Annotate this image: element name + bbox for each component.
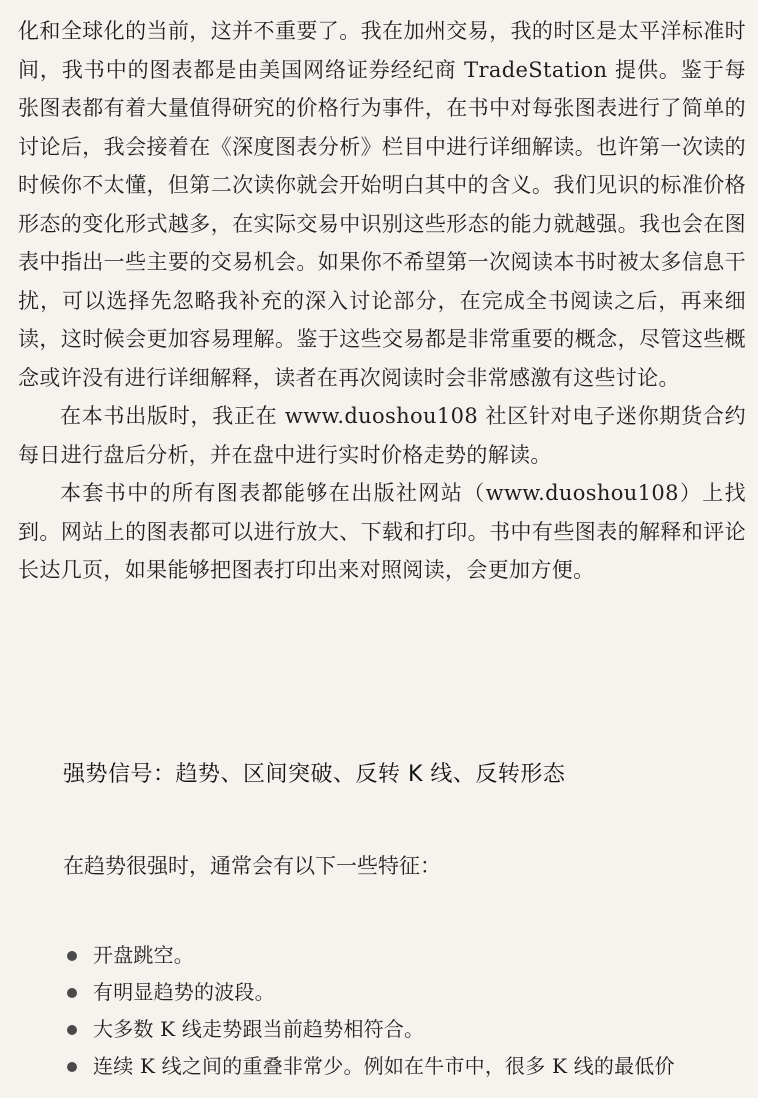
bullet-icon [67, 1062, 77, 1072]
section-title: 强势信号：趋势、区间突破、反转 K 线、反转形态 [63, 762, 566, 787]
bullet-icon [67, 988, 77, 998]
list-item-text: 开盘跳空。 [93, 943, 194, 967]
page-body [18, 12, 746, 590]
paragraph-3: 本套书中的所有图表都能够在出版社网站（www.duoshou108）上找到。网站上的图表都可以进行放大、下载和打印。书中有些图表的解释和评论长达几页，如果能够把图表打印出来对照阅读，会更加方便。 [18, 481, 746, 582]
section-intro: 在趋势很强时，通常会有以下一些特征： [63, 854, 441, 878]
list-item-text: 有明显趋势的波段。 [93, 980, 275, 1004]
paragraph-2: 在本书出版时，我正在 www.duoshou108 社区针对电子迷你期货合约每日进行盘后分析，并在盘中进行实时价格走势的解读。 [18, 404, 746, 467]
list-item-text: 大多数 K 线走势跟当前趋势相符合。 [93, 1017, 425, 1041]
list-item [63, 1011, 753, 1048]
body-text [18, 12, 746, 590]
feature-list [63, 937, 753, 1085]
list-item [63, 1048, 753, 1085]
bullet-icon [67, 1025, 77, 1035]
paragraph-1: 化和全球化的当前，这并不重要了。我在加州交易，我的时区是太平洋标准时间，我书中的图表都是由美国网络证券经纪商 TradeStation 提供。鉴于每张图表都有着大量值得研究的价格行为事件，在书中对每张图表进行了简单的讨论后，我会接着在《深度图表分析》栏目中进行详细解读。也许第一次读的时候你不太懂，但第二次读你就会开始明白其中的含义。我们见识的标准价格形态的变化形式越多，在实际交易中识别这些形态的能力就越强。我也会在图表中指出一些主要的交易机会。如果你不希望第一次阅读本书时被太多信息干扰，可以选择先忽略我补充的深入讨论部分，在完成全书阅读之后，再来细读，这时候会更加容易理解。鉴于这些交易都是非常重要的概念，尽管这些概念或许没有进行详细解释，读者在再次阅读时会非常感激有这些讨论。 [18, 19, 746, 390]
list-item-text: 连续 K 线之间的重叠非常少。例如在牛市中，很多 K 线的最低价 [93, 1054, 675, 1078]
list-item [63, 937, 753, 974]
list-item [63, 974, 753, 1011]
bullet-icon [67, 951, 77, 961]
